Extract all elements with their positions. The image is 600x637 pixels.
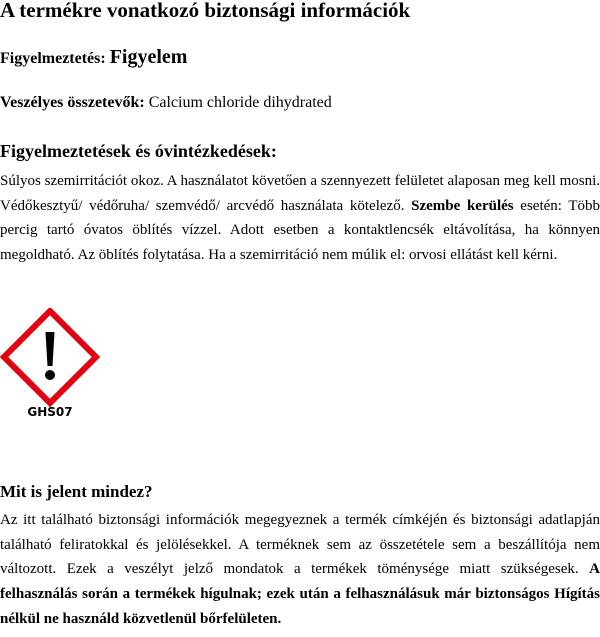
precautions-text-2: esetén: Több percig tartó óvatos öblítés vízzel. Adott esetben a kontaktlencsék eltávolítása, ha könnyen megoldható. Az öblítés folytatása. Ha a szemirritáció nem múlik el: orvosi ellátást kell kérni. xyxy=(0,197,600,264)
warning-label: Figyelmeztetés: xyxy=(0,50,106,67)
meaning-text: Az itt található biztonsági információk megegyeznek a termék címkéjén és biztonsági adatlapján található feliratokkal és jelölésekkel. A terméknek sem az összetétele sem a beszállítója nem változott. Ezek a veszélyt jelző mondatok a termékek töménysége miatt szükségesek. xyxy=(0,512,600,578)
warning-value: Figyelem xyxy=(109,46,188,68)
warning-line xyxy=(0,46,187,69)
ingredients-label: Veszélyes összetevők: xyxy=(0,94,145,111)
ingredients-value: Calcium chloride dihydrated xyxy=(148,94,332,111)
page-title: A termékre vonatkozó biztonsági információk xyxy=(0,0,411,22)
ingredients-line xyxy=(0,94,332,112)
meaning-heading: Mit is jelent mindez? xyxy=(0,482,153,501)
precautions-text-1: Súlyos szemirritációt okoz. A használatot követően a szennyezett felületet alaposan meg kell mosni. Védőkesztyű/ védőruha/ szemvédő/ arcvédő használata kötelező. xyxy=(0,173,600,214)
ghs07-label: GHS07 xyxy=(27,405,73,419)
precautions-bold: Szembe kerülés xyxy=(411,197,514,214)
meaning-bold: A felhasználás során a termékek hígulnak; ezek után a felhasználásuk már biztonságos Hígítás nélkül ne használd közvetlenül bőrfelületen. xyxy=(0,561,600,627)
precautions-paragraph xyxy=(0,169,600,268)
precautions-heading: Figyelmeztetések és óvintézkedések: xyxy=(0,141,277,161)
meaning-paragraph xyxy=(0,508,600,632)
ghs07-pictogram xyxy=(0,308,100,423)
ghs07-exclamation-icon xyxy=(0,308,100,423)
